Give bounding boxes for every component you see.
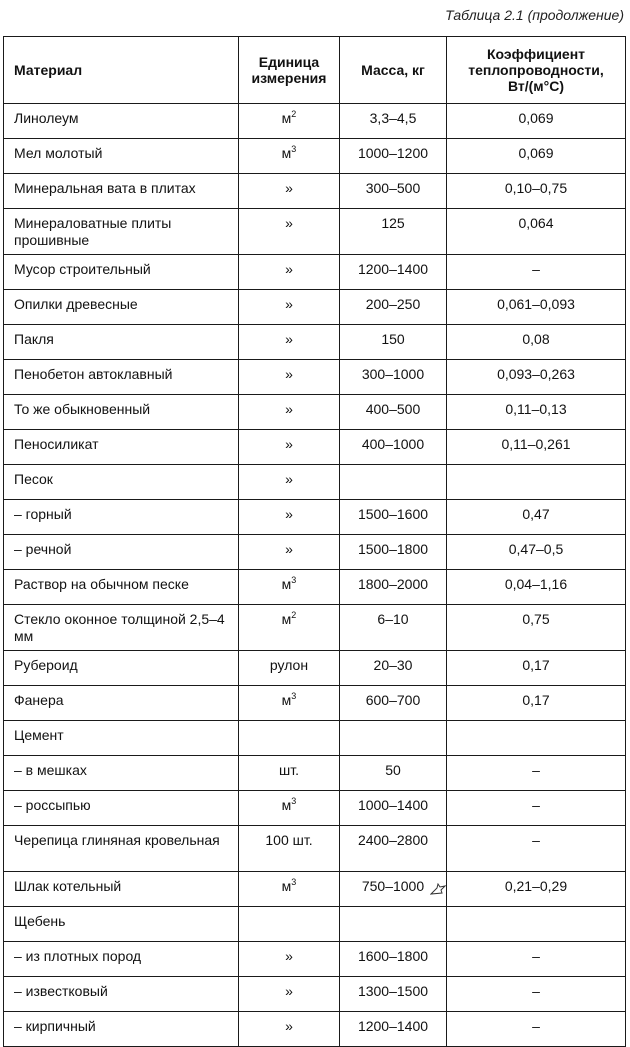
unit-text: рулон — [269, 657, 309, 673]
cell-unit — [239, 1012, 340, 1047]
cell-material: – из плотных пород — [4, 942, 239, 977]
unit-text: м — [281, 145, 292, 161]
table-row — [4, 570, 626, 605]
cell-mass: 125 — [340, 209, 447, 255]
table-row — [4, 605, 626, 651]
cell-coefficient: – — [447, 791, 626, 826]
cell-unit — [239, 395, 340, 430]
table-row — [4, 500, 626, 535]
cell-mass: 1600–1800 — [340, 942, 447, 977]
unit-text: м — [281, 878, 292, 894]
cell-unit — [239, 826, 340, 872]
table-row — [4, 174, 626, 209]
cell-mass: 1800–2000 — [340, 570, 447, 605]
unit-exponent: 3 — [291, 575, 297, 585]
table-row — [4, 721, 626, 756]
unit-exponent: 3 — [291, 796, 297, 806]
cell-coefficient: 0,21–0,29 — [447, 872, 626, 907]
unit-exponent: 3 — [291, 691, 297, 701]
unit-text: » — [285, 471, 293, 487]
cell-mass: 750–1000 — [340, 872, 447, 907]
cell-material: Шлак котельный — [4, 872, 239, 907]
cell-material: Пеносиликат — [4, 430, 239, 465]
unit-text: » — [285, 541, 293, 557]
unit-text: шт. — [279, 762, 299, 778]
cell-mass: 1500–1800 — [340, 535, 447, 570]
cell-material: – известковый — [4, 977, 239, 1012]
cell-unit — [239, 570, 340, 605]
unit-text: » — [285, 506, 293, 522]
cell-unit — [239, 500, 340, 535]
unit-text: » — [285, 180, 293, 196]
cell-material: Рубероид — [4, 651, 239, 686]
cell-coefficient: 0,10–0,75 — [447, 174, 626, 209]
unit-text: м — [281, 692, 292, 708]
table-header-row — [4, 37, 626, 104]
table-row — [4, 651, 626, 686]
cell-unit — [239, 977, 340, 1012]
table-row — [4, 686, 626, 721]
cell-mass: 1300–1500 — [340, 977, 447, 1012]
cell-mass: 200–250 — [340, 290, 447, 325]
cell-coefficient: – — [447, 255, 626, 290]
unit-text: » — [285, 331, 293, 347]
cell-unit — [239, 325, 340, 360]
cell-coefficient: 0,17 — [447, 651, 626, 686]
cell-unit — [239, 104, 340, 139]
cell-mass: 1500–1600 — [340, 500, 447, 535]
cell-mass: 300–500 — [340, 174, 447, 209]
cell-unit — [239, 430, 340, 465]
table-row — [4, 104, 626, 139]
cell-coefficient — [447, 907, 626, 942]
unit-text: » — [285, 1018, 293, 1034]
cell-coefficient: 0,11–0,261 — [447, 430, 626, 465]
unit-text: » — [285, 215, 293, 231]
table-row — [4, 395, 626, 430]
table-row — [4, 907, 626, 942]
cell-material: Мусор строительный — [4, 255, 239, 290]
cell-unit — [239, 907, 340, 942]
cell-mass — [340, 721, 447, 756]
cell-coefficient: – — [447, 1012, 626, 1047]
table-body — [4, 104, 626, 1047]
unit-exponent: 3 — [291, 144, 297, 154]
cell-unit — [239, 209, 340, 255]
cell-material: Стекло оконное толщиной 2,5–4 мм — [4, 605, 239, 651]
cell-material: Минераловатные плиты прошивные — [4, 209, 239, 255]
cell-coefficient: – — [447, 942, 626, 977]
cell-mass: 1200–1400 — [340, 1012, 447, 1047]
unit-text: » — [285, 436, 293, 452]
table-row — [4, 1012, 626, 1047]
cell-material: – горный — [4, 500, 239, 535]
cell-material: – кирпичный — [4, 1012, 239, 1047]
cell-coefficient: 0,11–0,13 — [447, 395, 626, 430]
cell-coefficient: 0,061–0,093 — [447, 290, 626, 325]
cell-material: Черепица глиняная кровельная — [4, 826, 239, 872]
table-row — [4, 360, 626, 395]
cell-unit — [239, 290, 340, 325]
cell-coefficient — [447, 721, 626, 756]
cell-coefficient: 0,47–0,5 — [447, 535, 626, 570]
cell-unit — [239, 465, 340, 500]
unit-text: » — [285, 261, 293, 277]
cell-material: Линолеум — [4, 104, 239, 139]
header-unit: Единица измерения — [239, 37, 340, 104]
cell-material: – в мешках — [4, 756, 239, 791]
cell-mass: 1000–1200 — [340, 139, 447, 174]
cell-material: Пакля — [4, 325, 239, 360]
table-row — [4, 139, 626, 174]
cell-unit — [239, 721, 340, 756]
unit-text: м — [281, 576, 292, 592]
cell-unit — [239, 791, 340, 826]
cell-mass: 400–1000 — [340, 430, 447, 465]
cell-coefficient: – — [447, 826, 626, 872]
cell-coefficient: 0,75 — [447, 605, 626, 651]
cell-mass: 150 — [340, 325, 447, 360]
unit-text: 100 шт. — [265, 832, 313, 848]
cell-mass: 6–10 — [340, 605, 447, 651]
table-row — [4, 535, 626, 570]
table-row — [4, 255, 626, 290]
cell-mass: 50 — [340, 756, 447, 791]
table-row — [4, 209, 626, 255]
cell-coefficient — [447, 465, 626, 500]
cell-unit — [239, 686, 340, 721]
cell-mass: 400–500 — [340, 395, 447, 430]
table-row — [4, 465, 626, 500]
table-row — [4, 290, 626, 325]
cell-mass — [340, 907, 447, 942]
cell-unit — [239, 360, 340, 395]
cell-material: – россыпью — [4, 791, 239, 826]
cell-unit — [239, 535, 340, 570]
cell-mass — [340, 465, 447, 500]
unit-text: » — [285, 296, 293, 312]
cell-coefficient: – — [447, 977, 626, 1012]
cell-mass: 20–30 — [340, 651, 447, 686]
table-row — [4, 325, 626, 360]
cell-coefficient: 0,04–1,16 — [447, 570, 626, 605]
cell-material: Песок — [4, 465, 239, 500]
unit-exponent: 3 — [291, 877, 297, 887]
cell-mass: 1200–1400 — [340, 255, 447, 290]
cell-material: Цемент — [4, 721, 239, 756]
cell-material: Опилки древесные — [4, 290, 239, 325]
cell-unit — [239, 872, 340, 907]
cell-coefficient: 0,17 — [447, 686, 626, 721]
cell-unit — [239, 651, 340, 686]
unit-text: м — [281, 110, 292, 126]
cell-mass: 300–1000 — [340, 360, 447, 395]
unit-exponent: 2 — [291, 610, 297, 620]
cell-material: То же обыкновенный — [4, 395, 239, 430]
cell-material: Раствор на обычном песке — [4, 570, 239, 605]
cell-mass: 2400–2800 — [340, 826, 447, 872]
cell-unit — [239, 174, 340, 209]
table-caption: Таблица 2.1 (продолжение) — [445, 7, 624, 23]
cell-coefficient: 0,064 — [447, 209, 626, 255]
cell-coefficient: 0,08 — [447, 325, 626, 360]
unit-text: » — [285, 948, 293, 964]
table-row — [4, 977, 626, 1012]
cell-coefficient: 0,069 — [447, 104, 626, 139]
cell-unit — [239, 756, 340, 791]
cell-coefficient: 0,093–0,263 — [447, 360, 626, 395]
cell-coefficient: 0,069 — [447, 139, 626, 174]
cell-mass: 1000–1400 — [340, 791, 447, 826]
unit-text: » — [285, 366, 293, 382]
cell-material: Минеральная вата в плитах — [4, 174, 239, 209]
unit-text: м — [281, 797, 292, 813]
cell-unit — [239, 942, 340, 977]
cell-coefficient: – — [447, 756, 626, 791]
table-row — [4, 756, 626, 791]
cell-unit — [239, 139, 340, 174]
cell-material: Пенобетон автоклавный — [4, 360, 239, 395]
cell-material: Щебень — [4, 907, 239, 942]
table-row — [4, 872, 626, 907]
unit-text: м — [281, 611, 292, 627]
header-mass: Масса, кг — [340, 37, 447, 104]
materials-table — [3, 36, 626, 1047]
cell-material: Мел молотый — [4, 139, 239, 174]
table-row — [4, 791, 626, 826]
cell-mass: 600–700 — [340, 686, 447, 721]
unit-text: » — [285, 401, 293, 417]
unit-text: » — [285, 983, 293, 999]
cell-unit — [239, 255, 340, 290]
cell-mass: 3,3–4,5 — [340, 104, 447, 139]
table-row — [4, 826, 626, 872]
hand-cursor-icon — [430, 883, 446, 895]
table-row — [4, 430, 626, 465]
cell-material: – речной — [4, 535, 239, 570]
cell-unit — [239, 605, 340, 651]
header-coefficient: Коэффициент теплопроводности, Вт/(м°С) — [447, 37, 626, 104]
header-material: Материал — [4, 37, 239, 104]
unit-exponent: 2 — [291, 109, 297, 119]
cell-coefficient: 0,47 — [447, 500, 626, 535]
table-row — [4, 942, 626, 977]
cell-material: Фанера — [4, 686, 239, 721]
